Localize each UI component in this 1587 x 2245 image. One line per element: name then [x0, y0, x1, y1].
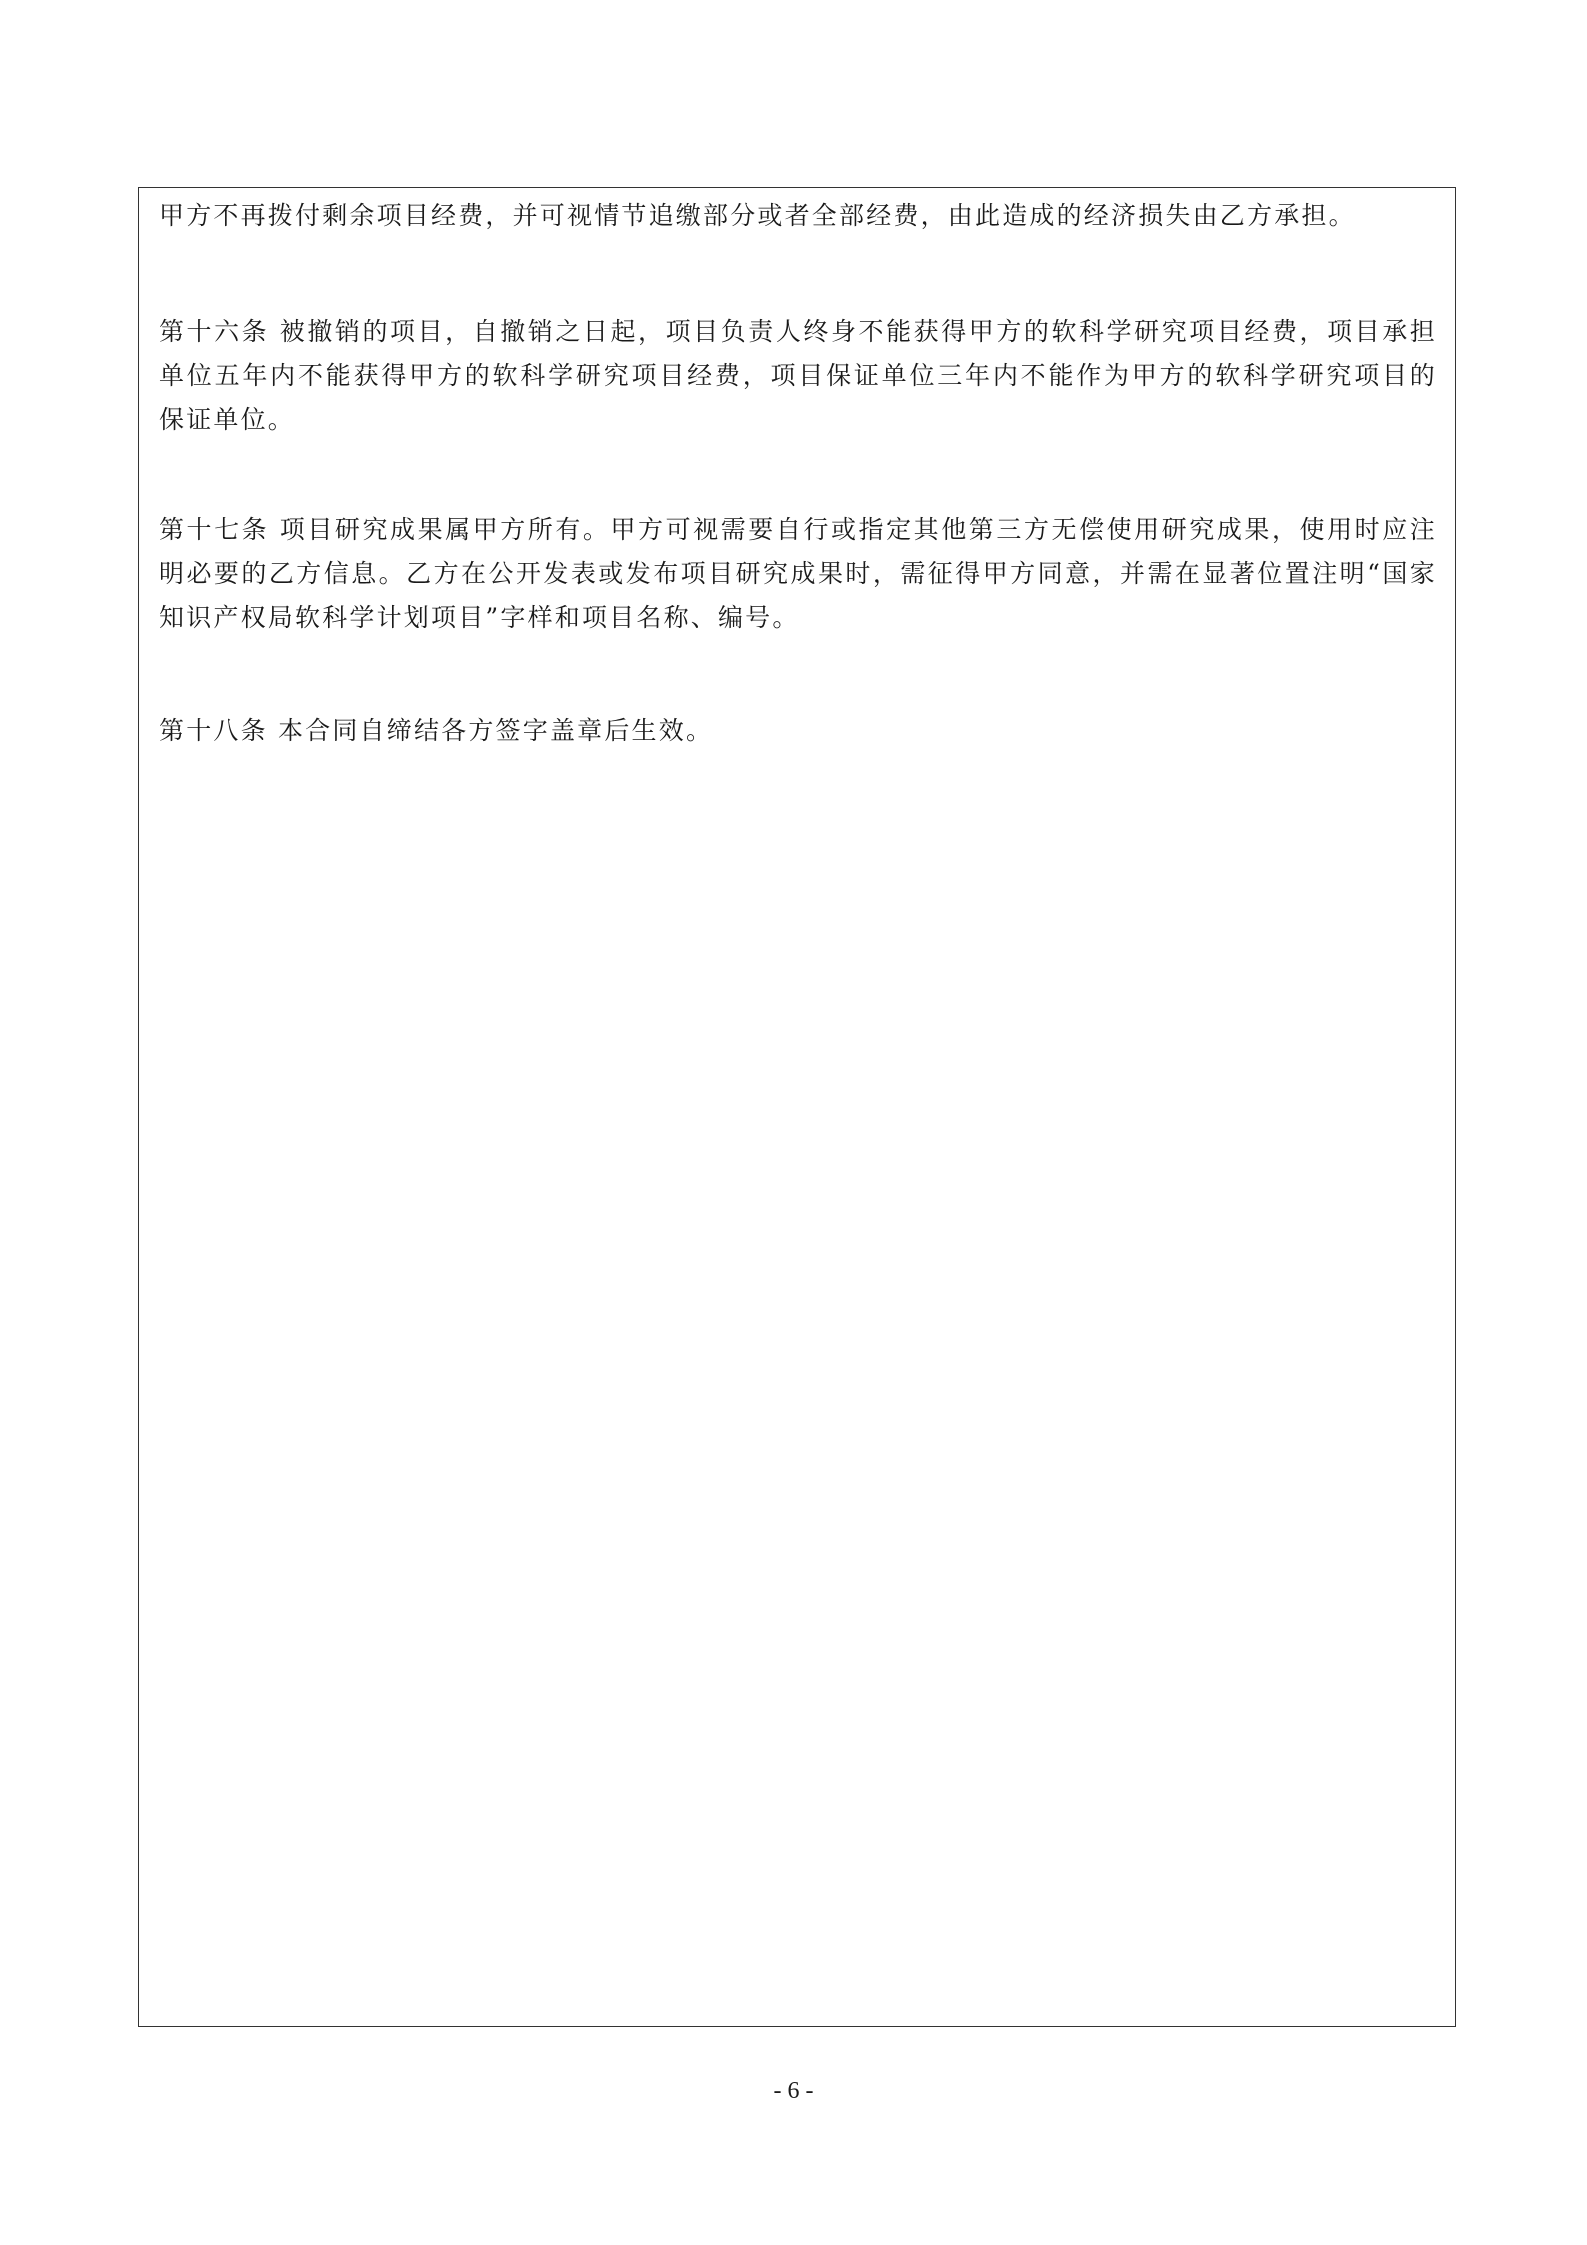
paragraph-funding-recovery: 甲方不再拨付剩余项目经费，并可视情节追缴部分或者全部经费，由此造成的经济损失由乙方承担。 [159, 201, 1356, 230]
contract-text-frame [138, 187, 1456, 2027]
paragraph-article-18: 第十八条 本合同自缔结各方签字盖章后生效。 [159, 716, 714, 745]
paragraph-article-16: 第十六条 被撤销的项目，自撤销之日起，项目负责人终身不能获得甲方的软科学研究项目经费，项目承担单位五年内不能获得甲方的软科学研究项目经费，项目保证单位三年内不能作为甲方的软科学研究项目的保证单位。 [159, 317, 1437, 434]
page-number: - 6 - [773, 2078, 814, 2104]
paragraph-article-17: 第十七条 项目研究成果属甲方所有。甲方可视需要自行或指定其他第三方无偿使用研究成果，使用时应注明必要的乙方信息。乙方在公开发表或发布项目研究成果时，需征得甲方同意，并需在显著位置注明“国家知识产权局软科学计划项目”字样和项目名称、编号。 [159, 515, 1437, 632]
